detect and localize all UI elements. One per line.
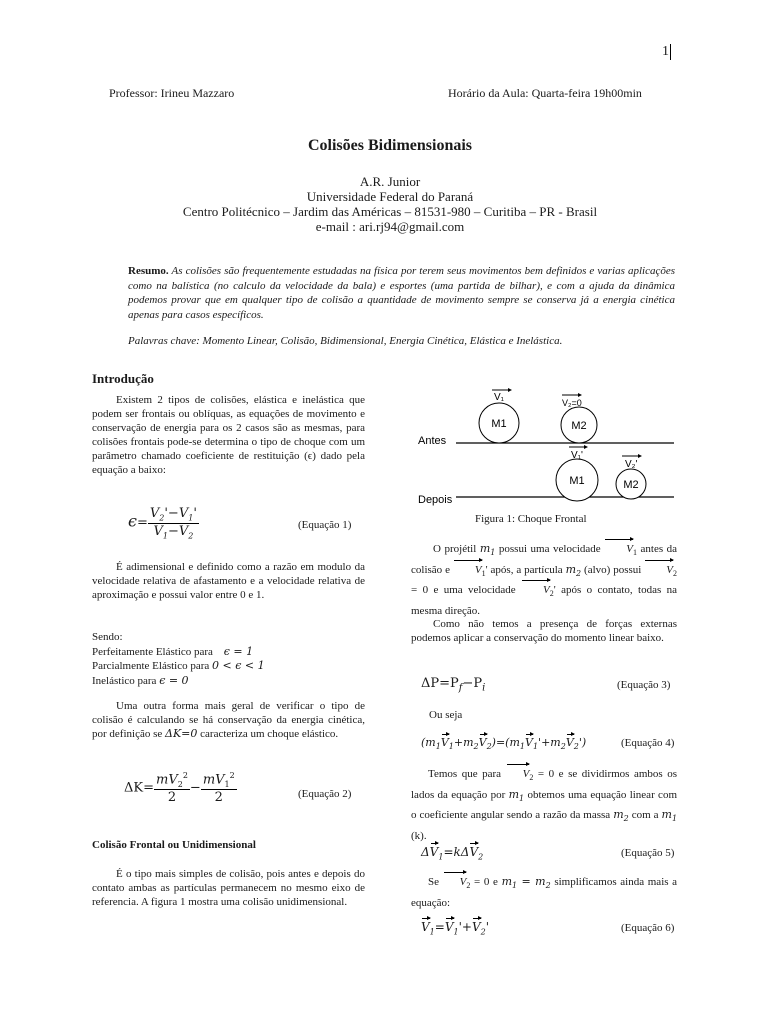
label-v2-zero: V₂=0: [562, 398, 582, 408]
case-elastic-eq: ϵ = 1: [223, 644, 254, 658]
r-text-4c: simplificamos ainda mais a equação:: [411, 876, 678, 909]
right-paragraph-2: [411, 617, 677, 645]
r-text-3b: = 0 e se dividirmos ambos os lados da equação por: [411, 768, 678, 801]
label-m2-after: M2: [623, 479, 639, 491]
r-text-1e: (alvo) possui: [584, 563, 642, 576]
equation-3-label: (Equação 3): [617, 679, 671, 691]
r-text-3c: obtemos uma equação linear com o coeficiente angular sendo a razão da massa: [411, 788, 677, 822]
intro-text-3b: caracteriza um choque elástico.: [200, 728, 339, 741]
equation-4-label: (Equação 4): [621, 737, 675, 749]
case-partial-text: Parcialmente Elástico para: [92, 660, 210, 672]
author-address: Centro Politécnico – Jardim das Américas – 81531-980 – Curitiba – PR - Brasil: [182, 204, 598, 219]
r-text-3a: Temos que para: [428, 768, 502, 780]
equation-5-label: (Equação 5): [621, 847, 675, 859]
r-text-1b: possui uma velocidade: [498, 543, 601, 555]
r-text-2: Como não temos a presença de forças externas podemos aplicar a conservação do momento linear baixo.: [411, 618, 677, 645]
arrow-v1-head: [508, 388, 512, 392]
right-paragraph-3: Temos que para $V_2 = 0$ e se dividirmos ambos os lados da equação por $m_1$ obtemos uma equação linear com o coeficiente angular sendo a razão da massa $m_2$ com a $m_1$ (k).: [411, 768, 678, 843]
case-elastic-text: Perfeitamente Elástico para: [92, 645, 213, 658]
equation-3: $\Delta P=P_f-P_i$: [421, 676, 486, 694]
abstract-text: As colisões são frequentemente estudadas na física por terem seus movimentos bem definidos e varias aplicações como na balística (no calculo da velocidade da bala) e esportes (uma partida de bilhar), e com a ajuda da dinâmica podemos provar que em qualquer tipo de colisão a quantidade de movimento sempre se conserva já a energia cinética apenas para casos específicos.: [128, 265, 675, 321]
case-partial: [92, 659, 372, 674]
frontal-paragraph: [92, 867, 365, 909]
label-antes: Antes: [418, 435, 447, 447]
intro-text-2: É adimensional e definido como a razão em modulo da velocidade relativa de afastamento e a velocidade relativa de aproximação e possui valor entre 0 e 1.: [92, 561, 365, 602]
header-professor: Professor: Irineu Mazzaro: [109, 86, 235, 100]
case-inelastic-text: Inelástico para: [92, 674, 157, 687]
label-m1-after: M1: [569, 475, 585, 487]
r-text-1d: após, a partícula: [490, 563, 563, 576]
label-v1: V₁: [494, 392, 505, 403]
r-text-1a: O projétil: [433, 543, 477, 555]
intro-text-3-eq: ΔK=0: [165, 727, 198, 741]
intro-text-1: Existem 2 tipos de colisões, elástica e inelástica que podem ser frontais ou oblíquas, as equações de movimento e conservação de energia para os 2 casos são as mesmas, para colisões frontais pode-se determina o tipo de choque com um parâmetro chamado coeficiente de restituição (ϵ) dado pela equação a baixo:: [92, 394, 365, 477]
r-text-1c: antes da colisão e: [411, 543, 678, 576]
abstract: [128, 264, 675, 322]
author-name: A.R. Junior: [359, 174, 421, 189]
paper-title: Colisões Bidimensionais: [307, 137, 473, 154]
equation-6: $V_1=V_1'+V_2'$: [421, 920, 490, 937]
author-university: Universidade Federal do Paraná: [306, 189, 474, 204]
label-m2-before: M2: [571, 420, 587, 432]
equation-5: $\Delta V_1=k\Delta V_2$: [421, 845, 484, 862]
label-depois: Depois: [418, 494, 453, 506]
case-inelastic-eq: ϵ = 0: [159, 673, 189, 687]
abstract-label: Resumo.: [128, 265, 169, 277]
equation-2: ΔK= $\frac{mV_2^2}{2}$ − $\frac{mV_1^2}{2}$: [124, 771, 235, 805]
intro-paragraph-3: [92, 699, 365, 741]
page-number: 1: [662, 44, 669, 59]
sendo-label: Sendo:: [92, 631, 123, 643]
arrow-v2-head: [578, 393, 582, 397]
right-paragraph-1: O projétil $m_1$ possui uma velocidade $V_1$ antes da colisão e $V_1'$ após, a partícula $m_2$ (alvo) possui $V_2 = 0$ e uma velocidade $V_2'$ após o contato, todas na mesma direção.: [411, 542, 678, 618]
case-inelastic: [92, 674, 372, 689]
r-text-4b: = 0 e: [474, 876, 498, 888]
author-email: e-mail : ari.rj94@gmail.com: [315, 219, 465, 234]
r-text-1f: = 0 e uma velocidade: [411, 584, 516, 597]
r-text-4a: Se: [428, 876, 439, 888]
cases-list: [92, 630, 372, 688]
frontal-text: É o tipo mais simples de colisão, pois antes e depois do contato ambas as partículas permanecem no mesmo eixo de referencia. A figura 1 mostra uma colisão unidimensional.: [92, 868, 365, 909]
keywords: Palavras chave: Momento Linear, Colisão, Bidimensional, Energia Cinética, Elástica e Inelástica.: [128, 335, 563, 347]
equation-1-label: (Equação 1): [298, 519, 352, 531]
r-text-1g: após o contato, todas na mesma direção.: [411, 584, 677, 618]
intro-paragraph-1: [92, 393, 365, 478]
label-v2-prime: V₂': [625, 459, 638, 470]
r-text-3d: com a: [631, 809, 659, 822]
ou-seja: Ou seja: [429, 709, 463, 721]
subsection-heading: Colisão Frontal ou Unidimensional: [92, 839, 256, 851]
case-partial-eq: 0 < ϵ < 1: [212, 659, 265, 672]
equation-6-label: (Equação 6): [621, 922, 675, 934]
equation-2-label: (Equação 2): [298, 788, 352, 800]
case-elastic: [92, 645, 372, 660]
intro-heading: Introdução: [92, 371, 154, 386]
label-m1-before: M1: [491, 418, 507, 430]
figure-collision-diagram: [412, 386, 682, 510]
figure-caption: Figura 1: Choque Frontal: [475, 513, 587, 525]
arrow-v1p-head: [584, 445, 588, 449]
intro-text-3a: Uma outra forma mais geral de verificar o tipo de colisão é calculando se há conservação da energia cinética, por definição se: [92, 700, 365, 741]
right-paragraph-4: Se $V_2 = 0$ e $m_1 = m_2$ simplificamos ainda mais a equação:: [411, 875, 678, 909]
r-text-3e: (k).: [411, 830, 427, 843]
label-v1-prime: V₁': [571, 450, 583, 461]
header-schedule: Horário da Aula: Quarta-feira 19h00min: [448, 86, 642, 100]
equation-1: ϵ= $\frac{V_2'-V_1'}{V_1-V_2}$: [128, 506, 197, 541]
intro-paragraph-2: [92, 560, 365, 602]
arrow-v2p-head: [638, 454, 642, 458]
equation-4: $(m_1V_1+m_2V_2)=(m_1V_1'+m_2V_2')$: [421, 736, 587, 752]
